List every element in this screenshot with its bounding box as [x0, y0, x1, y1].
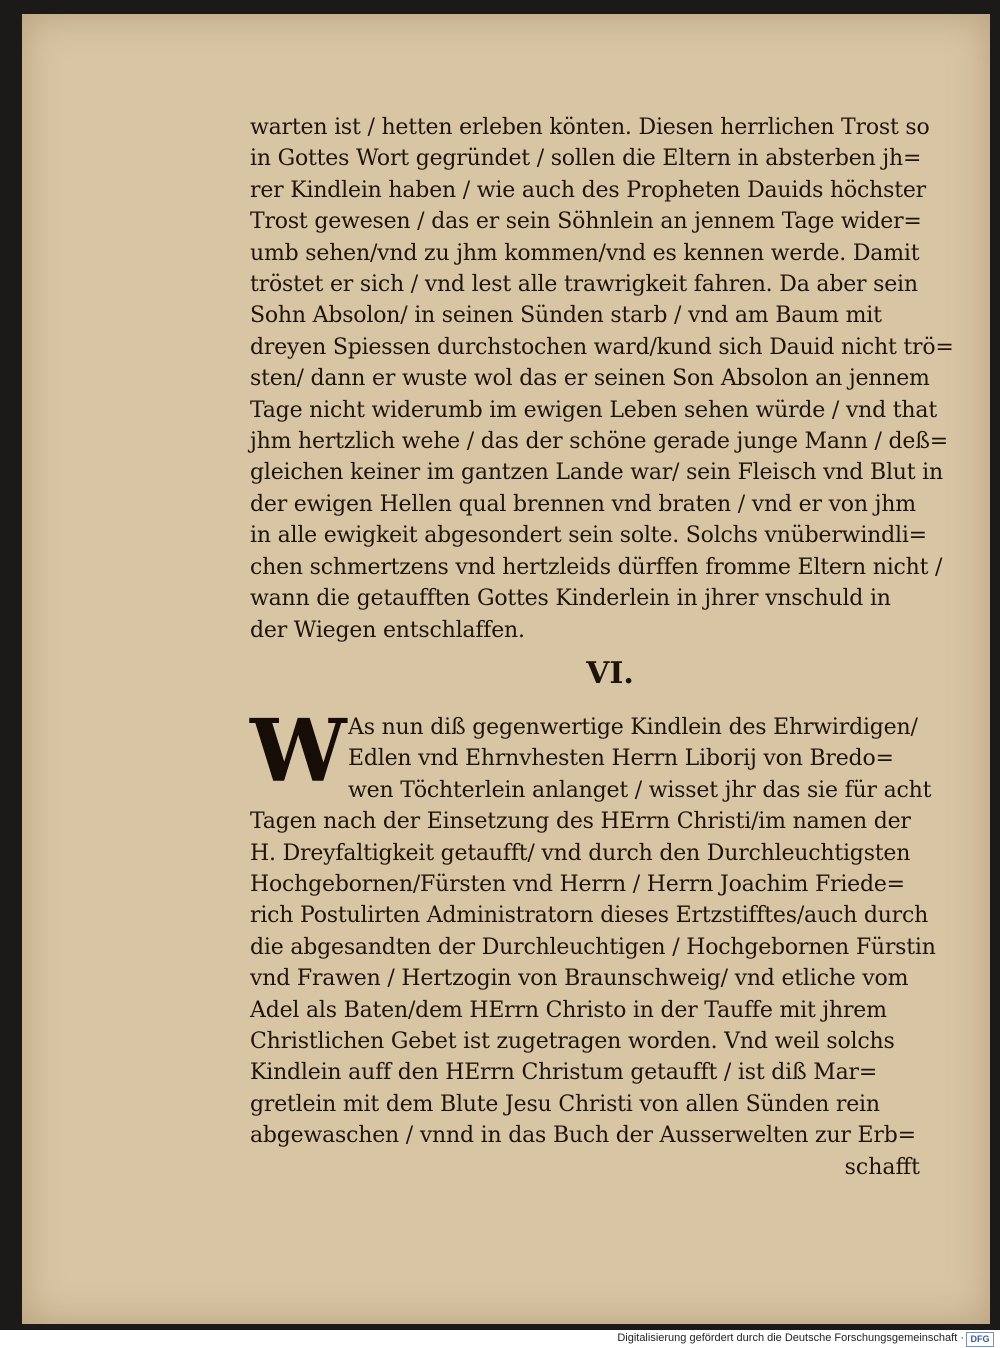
- text-line: gretlein mit dem Blute Jesu Christi von allen Sünden rein: [250, 1091, 880, 1117]
- text-line: dreyen Spiessen durchstochen ward/kund sich Dauid nicht trö=: [250, 334, 954, 360]
- text-block: [250, 112, 954, 1183]
- text-line: vnd Frawen / Hertzogin von Braunschweig/ vnd etliche vom: [250, 966, 909, 992]
- paragraph-2: [250, 700, 950, 1183]
- text-line: Hochgebornen/Fürsten vnd Herrn / Herrn Joachim Friede=: [250, 871, 905, 897]
- funding-credit: Digitalisierung gefördert durch die Deutsche Forschungsgemeinschaft ·: [617, 1332, 964, 1344]
- text-line: abgewaschen / vnnd in das Buch der Ausserwelten zur Erb=: [250, 1123, 916, 1149]
- text-line: Tage nicht widerumb im ewigen Leben sehen würde / vnd that: [250, 397, 937, 423]
- paragraph-1: [250, 112, 954, 646]
- text-line: jhm hertzlich wehe / das der schöne gerade junge Mann / deß=: [250, 429, 948, 455]
- text-line: Christlichen Gebet ist zugetragen worden. Vnd weil solchs: [250, 1028, 895, 1054]
- text-line: in alle ewigkeit abgesondert sein solte. Solchs vnüberwindli=: [250, 523, 927, 549]
- text-line: Trost gewesen / das er sein Söhnlein an jennem Tage wider=: [250, 209, 922, 235]
- text-line: umb sehen/vnd zu jhm kommen/vnd es kennen werde. Damit: [250, 240, 920, 266]
- text-line: Tagen nach der Einsetzung des HErrn Christi/im namen der: [250, 809, 911, 835]
- catchword: schafft: [844, 1154, 920, 1180]
- text-line: wann die getaufften Gottes Kinderlein in jhrer vnschuld in: [250, 586, 891, 612]
- text-line: in Gottes Wort gegründet / sollen die Eltern in absterben jh=: [250, 146, 922, 172]
- text-line: der Wiegen entschlaffen.: [250, 617, 525, 643]
- text-line: Kindlein auff den HErrn Christum getaufft / ist diß Mar=: [250, 1060, 878, 1086]
- text-line: tröstet er sich / vnd lest alle trawrigkeit fahren. Da aber sein: [250, 272, 918, 298]
- text-line: chen schmertzens vnd hertzleids dürffen fromme Eltern nicht /: [250, 554, 943, 580]
- text-line: rich Postulirten Administratorn dieses Ertzstifftes/auch durch: [250, 903, 929, 929]
- text-line: H. Dreyfaltigkeit getaufft/ vnd durch den Durchleuchtigsten: [250, 840, 911, 866]
- footer-bar: [0, 1330, 1000, 1348]
- text-line: Edlen vnd Ehrnvhesten Herrn Liborij von Bredo=: [348, 746, 894, 772]
- text-line: Sohn Absolon/ in seinen Sünden starb / vnd am Baum mit: [250, 303, 882, 329]
- text-line: rer Kindlein haben / wie auch des Propheten Dauids höchster: [250, 177, 926, 203]
- text-line: die abgesandten der Durchleuchtigen / Hochgebornen Fürstin: [250, 934, 936, 960]
- decorated-initial: W: [250, 700, 347, 802]
- text-line: gleichen keiner im gantzen Lande war/ sein Fleisch vnd Blut in: [250, 460, 943, 486]
- book-page: [22, 14, 990, 1324]
- section-heading: VI.: [586, 655, 634, 691]
- text-line: sten/ dann er wuste wol das er seinen Son Absolon an jennem: [250, 366, 930, 392]
- text-line: warten ist / hetten erleben könten. Diesen herrlichen Trost so: [250, 115, 930, 140]
- text-line: wen Töchterlein anlanget / wisset jhr das sie für acht: [348, 777, 932, 803]
- text-line: Adel als Baten/dem HErrn Christo in der Tauffe mit jhrem: [250, 997, 887, 1023]
- dfg-logo: DFG: [966, 1332, 994, 1347]
- text-line: der ewigen Hellen qual brennen vnd braten / vnd er von jhm: [250, 491, 916, 517]
- text-line: As nun diß gegenwertige Kindlein des Ehrwirdigen/: [348, 714, 918, 740]
